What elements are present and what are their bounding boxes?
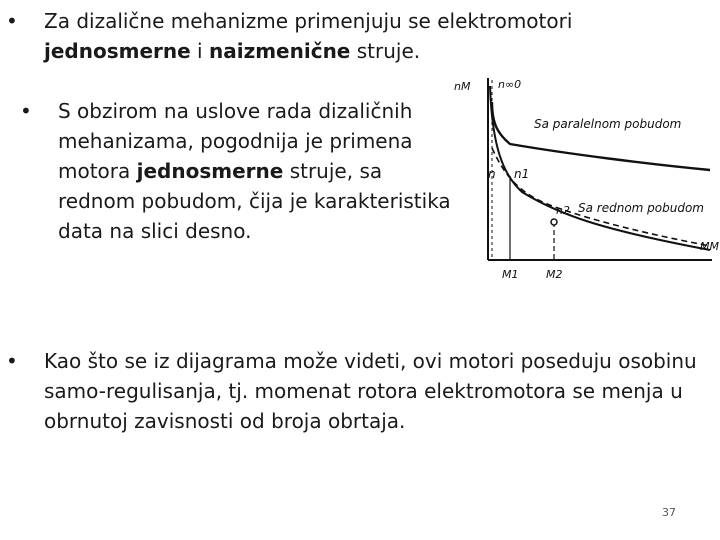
curve-parallel (492, 102, 710, 170)
bullet-1-end: struje. (350, 39, 421, 63)
bullet-3-text: Kao što se iz dijagrama može videti, ovi motori poseduju osobinu samo-regulisanja, tj. momenat rotora elektromotora se menja u obrnutoj zavisnosti od broja obrtaja. (44, 349, 697, 433)
curve-series-label: Sa rednom pobudom (578, 201, 704, 215)
bullet-1 (6, 6, 706, 66)
bullet-1-mid: i (190, 39, 209, 63)
bullet-1-text (44, 6, 706, 66)
y-axis-label: nM (454, 80, 471, 93)
bullet-glyph: • (6, 349, 18, 373)
n2-label: n2 (556, 204, 570, 217)
curve-parallel-label: Sa paralelnom pobudom (534, 117, 682, 131)
n1-label: n1 (514, 167, 530, 181)
bullet-2-bold: jednosmerne (136, 159, 284, 183)
x-axis-label: MM (700, 240, 719, 253)
bullet-glyph: • (20, 99, 32, 123)
bullet-2-text (58, 96, 460, 246)
curve-series-dashed (492, 148, 710, 246)
bullet-glyph: • (6, 9, 18, 33)
bullet-2 (20, 96, 460, 246)
characteristic-diagram (448, 74, 720, 290)
point-n2 (551, 219, 557, 225)
bullet-2-post: struje, sa rednom pobudom, čija je karakteristika data na slici desno. (58, 159, 451, 243)
n-label: n (488, 167, 496, 181)
bullet-1-line1: Za dizalične mehanizme primenjuju se elektromotori (44, 9, 573, 33)
m1-label: M1 (502, 268, 519, 281)
bullet-1-bold1: jednosmerne (44, 39, 191, 63)
bullet-3 (6, 346, 706, 436)
m2-label: M2 (546, 268, 563, 281)
page-number: 37 (662, 506, 676, 519)
bullet-1-bold2: naizmenične (208, 39, 351, 63)
bullet-2-pre: S obzirom na uslove rada dizaličnih mehanizama, pogodnija je primena motora (58, 99, 413, 183)
motor-characteristic-figure (448, 74, 720, 290)
n00-label: n∞0 (498, 78, 522, 91)
